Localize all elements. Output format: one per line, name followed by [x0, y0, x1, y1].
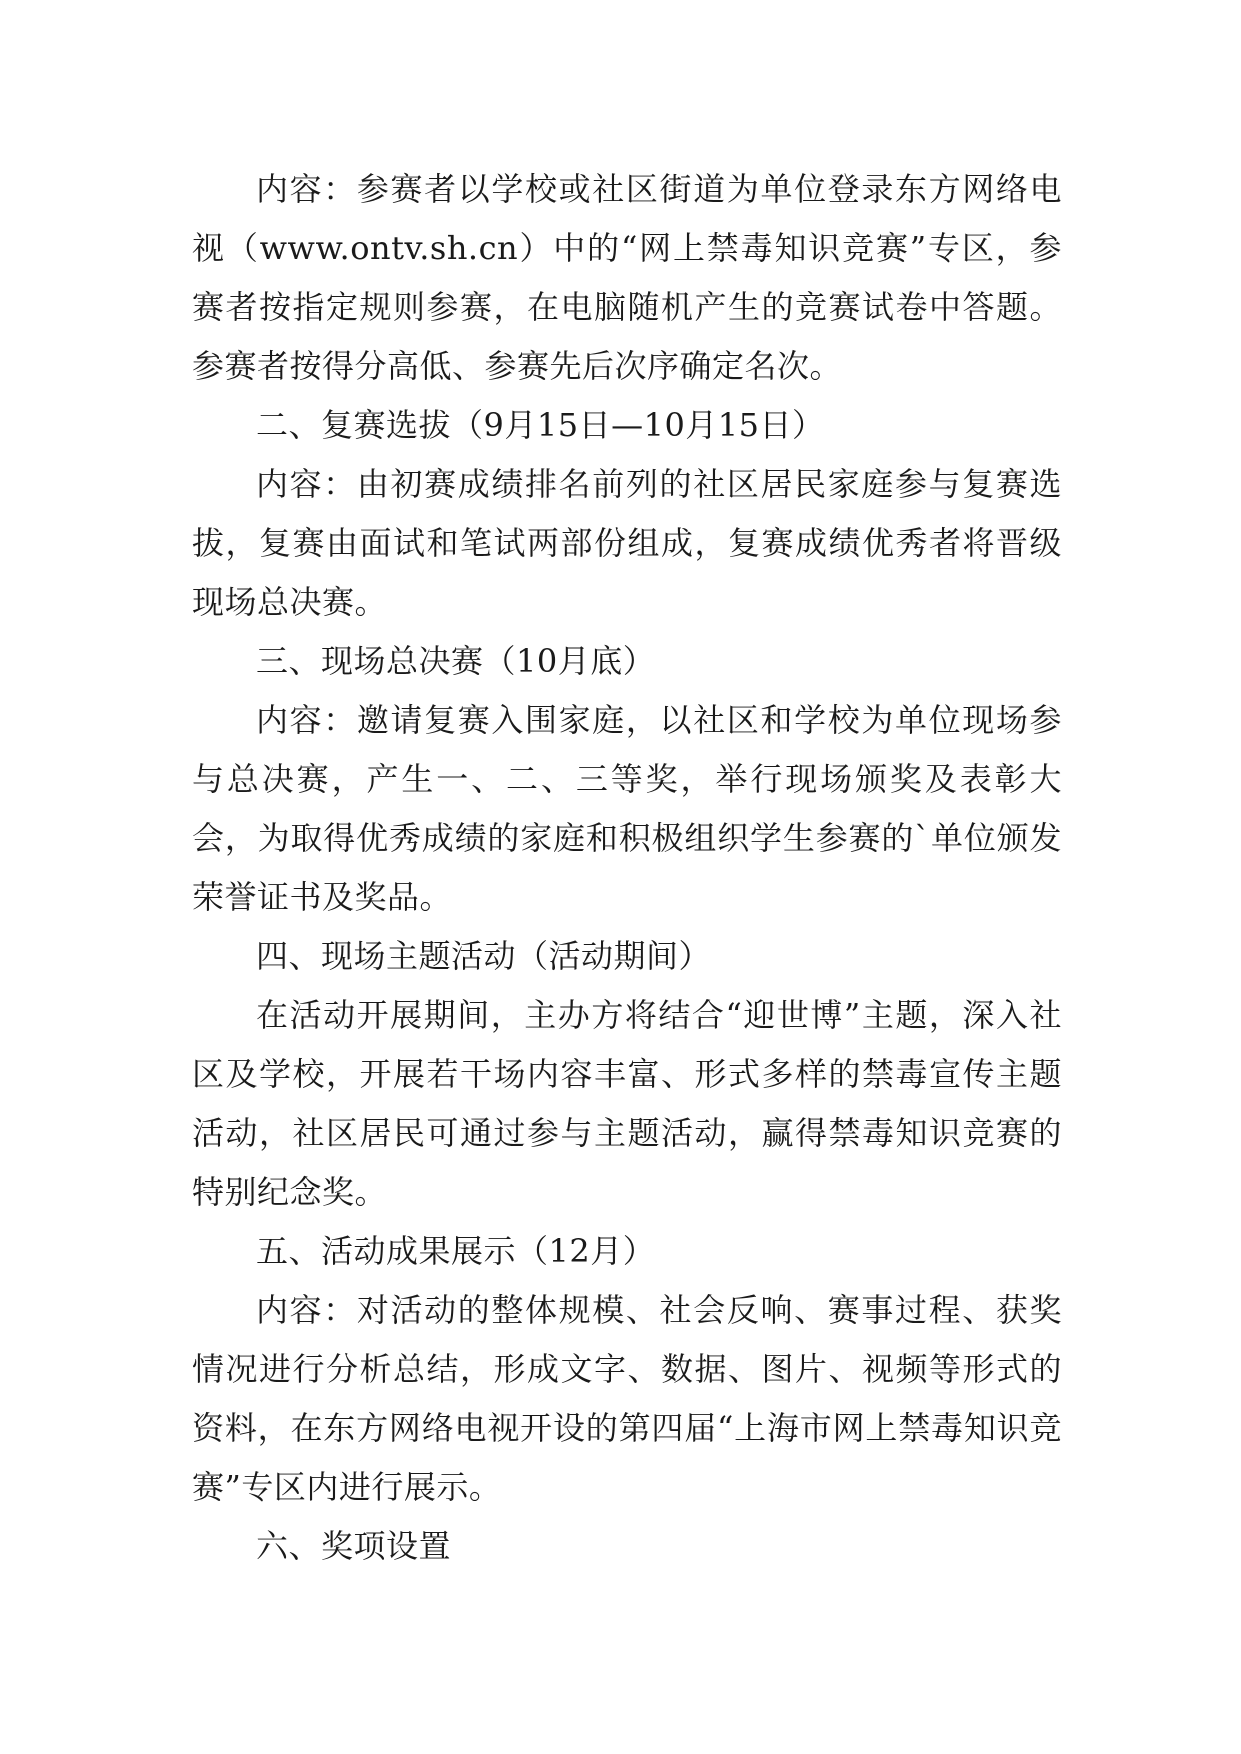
paragraph-theme-activity-content: 在活动开展期间，主办方将结合“迎世博”主题，深入社区及学校，开展若干场内容丰富、形式多样的禁毒宣传主题活动，社区居民可通过参与主题活动，赢得禁毒知识竞赛的特别纪念奖。	[192, 996, 1062, 1211]
heading-results-display: 五、活动成果展示（12月）	[256, 1232, 656, 1270]
heading-semifinal: 二、复赛选拔（9月15日—10月15日）	[256, 406, 825, 444]
paragraph-final-content: 内容：邀请复赛入围家庭，以社区和学校为单位现场参与总决赛，产生一、二、三等奖，举行现场颁奖及表彰大会，为取得优秀成绩的家庭和积极组织学生参赛的`单位颁发荣誉证书及奖品。	[192, 701, 1062, 916]
heading-theme-activity: 四、现场主题活动（活动期间）	[256, 937, 712, 975]
document-body	[192, 160, 1062, 1576]
paragraph-semifinal-content: 内容：由初赛成绩排名前列的社区居民家庭参与复赛选拔，复赛由面试和笔试两部份组成，复赛成绩优秀者将晋级现场总决赛。	[192, 465, 1062, 621]
paragraph-results-display-content: 内容：对活动的整体规模、社会反响、赛事过程、获奖情况进行分析总结，形成文字、数据、图片、视频等形式的资料，在东方网络电视开设的第四届“上海市网上禁毒知识竞赛”专区内进行展示。	[192, 1291, 1062, 1506]
heading-final: 三、现场总决赛（10月底）	[256, 642, 656, 680]
paragraph-preliminary-content: 内容：参赛者以学校或社区街道为单位登录东方网络电视（www.ontv.sh.cn）中的“网上禁毒知识竞赛”专区，参赛者按指定规则参赛，在电脑随机产生的竞赛试卷中答题。参赛者按得分高低、参赛先后次序确定名次。	[192, 170, 1062, 385]
heading-awards: 六、奖项设置	[256, 1527, 452, 1565]
